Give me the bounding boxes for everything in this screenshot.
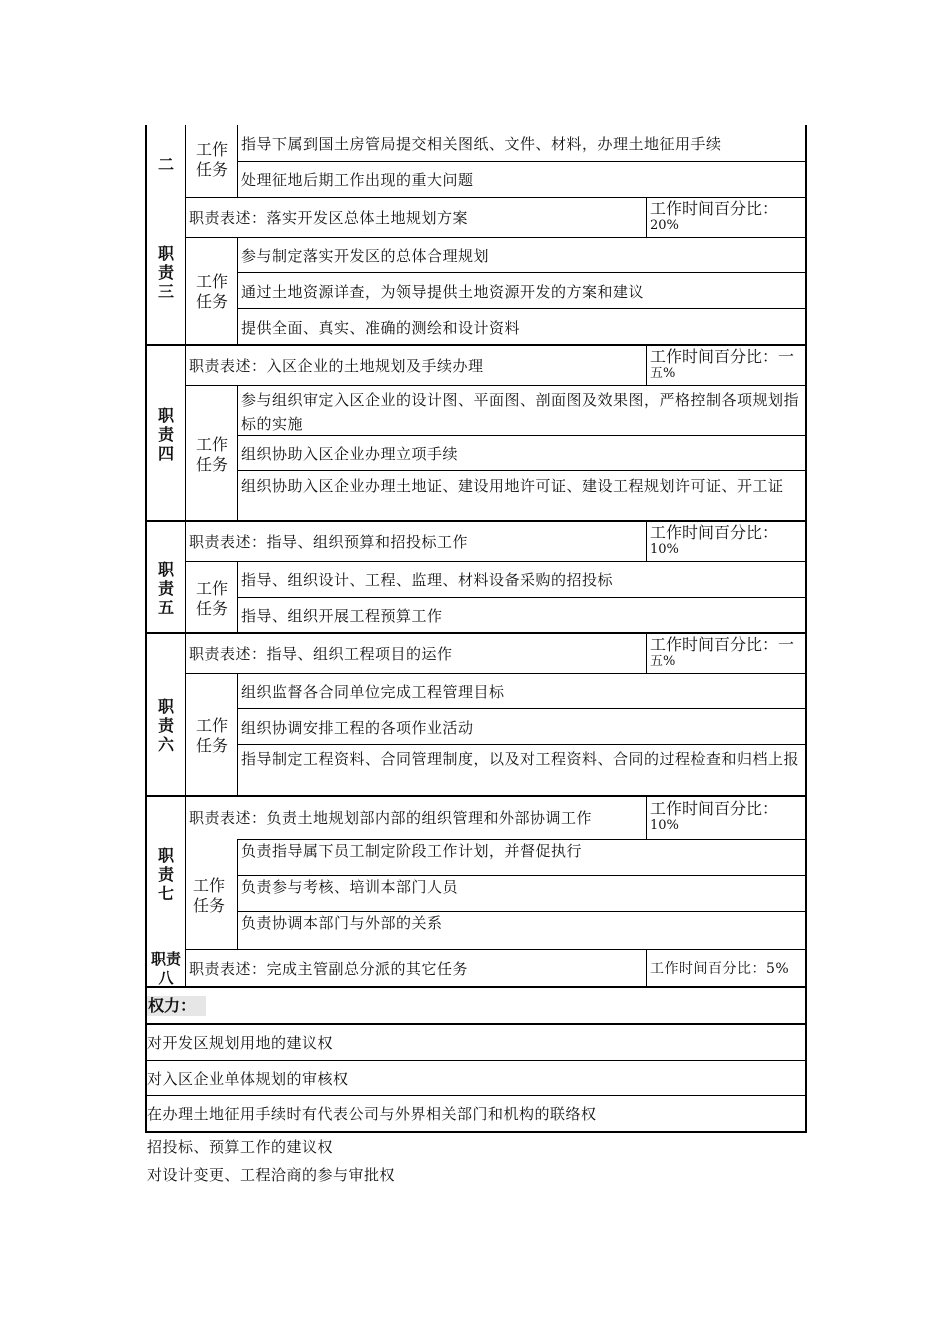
pct-duty8: 工作时间百分比：5% — [650, 961, 790, 977]
task-duty3-2: 通过土地资源详查，为领导提供土地资源开发的方案和建议 — [241, 283, 645, 301]
pct-duty4: 工作时间百分比：一 五% — [650, 347, 795, 381]
statement-duty6: 职责表述：指导、组织工程项目的运作 — [189, 645, 453, 663]
task-duty3-1: 参与制定落实开发区的总体合理规划 — [241, 247, 490, 265]
statement-duty4: 职责表述：入区企业的土地规划及手续办理 — [189, 357, 484, 375]
task-duty4-2: 组织协助入区企业办理立项手续 — [241, 445, 459, 463]
statement-duty8: 职责表述：完成主管副总分派的其它任务 — [189, 960, 469, 978]
task-label-duty6: 工作 任务 — [195, 716, 228, 755]
statement-duty5: 职责表述：指导、组织预算和招投标工作 — [189, 533, 469, 551]
statement-duty3: 职责表述：落实开发区总体土地规划方案 — [189, 209, 469, 227]
statement-duty7: 职责表述：负责土地规划部内部的组织管理和外部协调工作 — [189, 809, 593, 827]
task-duty6-2: 组织协调安排工程的各项作业活动 — [241, 719, 474, 737]
task-duty6-3: 指导制定工程资料、合同管理制度，以及对工程资料、合同的过程检查和归档上报 — [241, 750, 800, 768]
task-duty3-3: 提供全面、真实、准确的测绘和设计资料 — [241, 319, 521, 337]
power-heading: 权力： — [147, 996, 206, 1016]
section-label-duty5: 职 责 五 — [157, 560, 174, 617]
task-duty4-3: 组织协助入区企业办理土地证、建设用地许可证、建设工程规划许可证、开工证 — [241, 477, 784, 495]
task-duty7-1: 负责指导属下员工制定阶段工作计划，并督促执行 — [241, 842, 583, 860]
task-duty5-2: 指导、组织开展工程预算工作 — [241, 607, 443, 625]
section-label-duty3: 职 责 三 — [157, 244, 174, 301]
power-item-2: 对入区企业单体规划的审核权 — [147, 1070, 349, 1088]
task-label-duty4: 工作 任务 — [195, 435, 228, 474]
section-label-duty2: 二 — [157, 155, 174, 174]
task-duty2-1: 指导下属到国土房管局提交相关图纸、文件、材料，办理土地征用手续 — [241, 135, 722, 153]
task-duty7-2: 负责参与考核、培训本部门人员 — [241, 878, 459, 896]
task-label-duty3: 工作 任务 — [195, 272, 228, 311]
task-duty2-2: 处理征地后期工作出现的重大问题 — [241, 171, 474, 189]
section-label-duty7: 职 责 七 — [157, 846, 174, 903]
section-label-duty4: 职 责 四 — [157, 406, 174, 463]
pct-duty6: 工作时间百分比：一 五% — [650, 635, 795, 669]
power-item-3: 在办理土地征用手续时有代表公司与外界相关部门和机构的联络权 — [147, 1105, 597, 1123]
power-item-5: 对设计变更、工程洽商的参与审批权 — [147, 1166, 396, 1184]
task-label-duty7: 工作 任务 — [192, 876, 225, 915]
pct-duty7: 工作时间百分比： 10% — [650, 799, 779, 833]
pct-duty5: 工作时间百分比： 10% — [650, 523, 779, 557]
section-label-duty6: 职 责 六 — [157, 697, 174, 754]
task-label-duty5: 工作 任务 — [195, 579, 228, 618]
task-duty7-3: 负责协调本部门与外部的关系 — [241, 914, 443, 932]
power-item-1: 对开发区规划用地的建议权 — [147, 1034, 334, 1052]
task-duty5-1: 指导、组织设计、工程、监理、材料设备采购的招投标 — [241, 571, 614, 589]
task-duty6-1: 组织监督各合同单位完成工程管理目标 — [241, 683, 505, 701]
section-label-duty8: 职责 八 — [150, 950, 181, 987]
pct-duty3: 工作时间百分比： 20% — [650, 199, 779, 233]
task-label-duty2: 工作 任务 — [195, 140, 228, 179]
power-item-4: 招投标、预算工作的建议权 — [147, 1138, 334, 1156]
task-duty4-1: 参与组织审定入区企业的设计图、平面图、剖面图及效果图，严格控制各项规划指标的实施 — [241, 391, 800, 433]
